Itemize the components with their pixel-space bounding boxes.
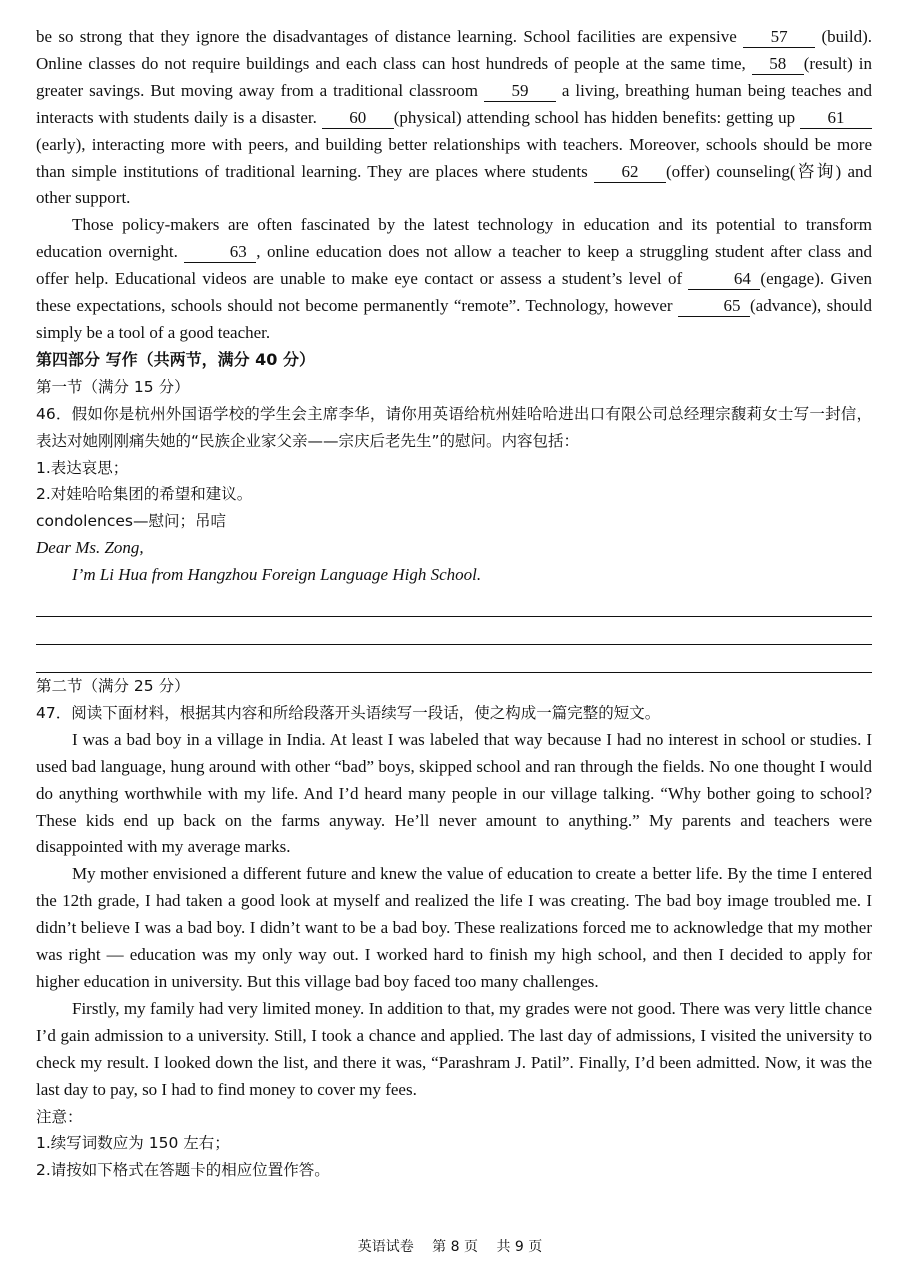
exam-page [36,24,872,1184]
cloze-text: (result) in greater savings. But moving away from a traditional classroom [36,53,872,100]
cloze-text: be so strong that they ignore the disadvantages of distance learning. School facilities are expensive [36,27,744,46]
note-item-2: 2.请按如下格式在答题卡的相应位置作答。 [36,1161,330,1180]
q46-vocab-note: condolences—慰问；吊唁 [36,512,226,531]
blank-58[interactable]: 58 [752,54,804,75]
blank-65[interactable]: 65 [678,296,750,317]
story-paragraph-1: I was a bad boy in a village in India. At least I was labeled that way because I had no interest in school or studies. I used bad language, hung around with other “bad” boys, skipped school and ran through the fields. No one thought I would do anything worthwhile with my life. And I’d heard many people in our village talking. “Why bother going to school? These kids end up back on the farms anyway. He’ll never amount to anything.” My parents and teachers were disappointed with my average marks. [36,729,872,857]
note-item-1: 1.续写词数应为 150 左右； [36,1134,230,1153]
note-title: 注意： [36,1107,83,1126]
cloze-text: Those policy-makers are often fascinated by the latest technology in education and its potential to transform education overnight. [36,215,872,262]
answer-line[interactable] [36,617,872,645]
blank-59[interactable]: 59 [484,81,556,102]
cloze-text: (engage). Given these expectations, schools should not become permanently “remote”. Technology, however [36,269,872,316]
answer-lines [36,589,872,673]
question-47: 47．阅读下面材料，根据其内容和所给段落开头语续写一段话，使之构成一篇完整的短文。 [36,703,661,722]
section1-title: 第一节（满分 15 分） [36,377,190,396]
q46-point-1: 1.表达哀思； [36,458,129,477]
blank-63[interactable]: 63 [184,242,256,263]
letter-opening: I’m Li Hua from Hangzhou Foreign Language High School. [72,565,482,585]
blank-62[interactable]: 62 [594,162,666,183]
question-46: 46．假如你是杭州外国语学校的学生会主席李华，请你用英语给杭州娃哈哈进出口有限公司总经理宗馥莉女士写一封信，表达对她刚刚痛失她的“民族企业家父亲——宗庆后老先生”的慰问。内容包括： [36,404,872,450]
cloze-text: a living, breathing human being teaches and interacts with students daily is a disaster. [36,80,872,127]
cloze-text: (build). Online classes do not require buildings and each class can host hundreds of people at the same time, [36,27,872,73]
letter-salutation: Dear Ms. Zong, [36,538,144,558]
page-footer: 英语试卷 第 8 页 共 9 页 [357,1239,543,1255]
cloze-text: (early), interacting more with peers, and building better relationships with teachers. Moreover, schools should be more than simple institutions of traditional learning. They are places where students [36,134,872,181]
cloze-paragraph-1 [36,24,872,212]
part4-title: 第四部分 写作（共两节，满分 40 分） [36,349,315,369]
section2-title: 第二节（满分 25 分） [36,677,190,696]
blank-57[interactable]: 57 [743,27,815,48]
blank-61[interactable]: 61 [800,108,872,129]
q46-point-2: 2.对娃哈哈集团的希望和建议。 [36,485,253,504]
answer-line[interactable] [36,645,872,673]
story-paragraph-3: Firstly, my family had very limited money. In addition to that, my grades were not good. There was very little chance I’d gain admission to a university. Still, I took a chance and applied. The last day of admissions, I visited the university to check my result. I looked down the list, and there it was, “Parashram J. Patil”. Finally, I’d been admitted. Now, it was the last day to pay, so I had to find money to cover my fees. [36,998,872,1099]
story-paragraph-2: My mother envisioned a different future and knew the value of education to create a better life. By the time I entered the 12th grade, I had taken a good look at myself and realized the life I was creating. The bad boy image troubled me. I didn’t believe I was a bad boy. I didn’t want to be a bad boy. These realizations forced me to acknowledge that my mother was right — education was my only way out. I worked hard to finish my high school, and then I decided to apply for higher education in university. But this village bad boy faced too many challenges. [36,864,872,991]
answer-line[interactable] [36,589,872,617]
cloze-paragraph-2 [36,212,872,347]
cloze-text: (advance), should simply be a tool of a good teacher. [36,296,873,342]
cloze-text: , online education does not allow a teacher to keep a struggling student after class and offer help. Educational videos are unable to make eye contact or assess a student’s level of [36,242,872,289]
cloze-text: (offer) counseling(咨询) and other support. [36,161,872,208]
cloze-text: (physical) attending school has hidden benefits: getting up [393,107,800,127]
blank-60[interactable]: 60 [322,108,394,129]
blank-64[interactable]: 64 [688,269,760,290]
